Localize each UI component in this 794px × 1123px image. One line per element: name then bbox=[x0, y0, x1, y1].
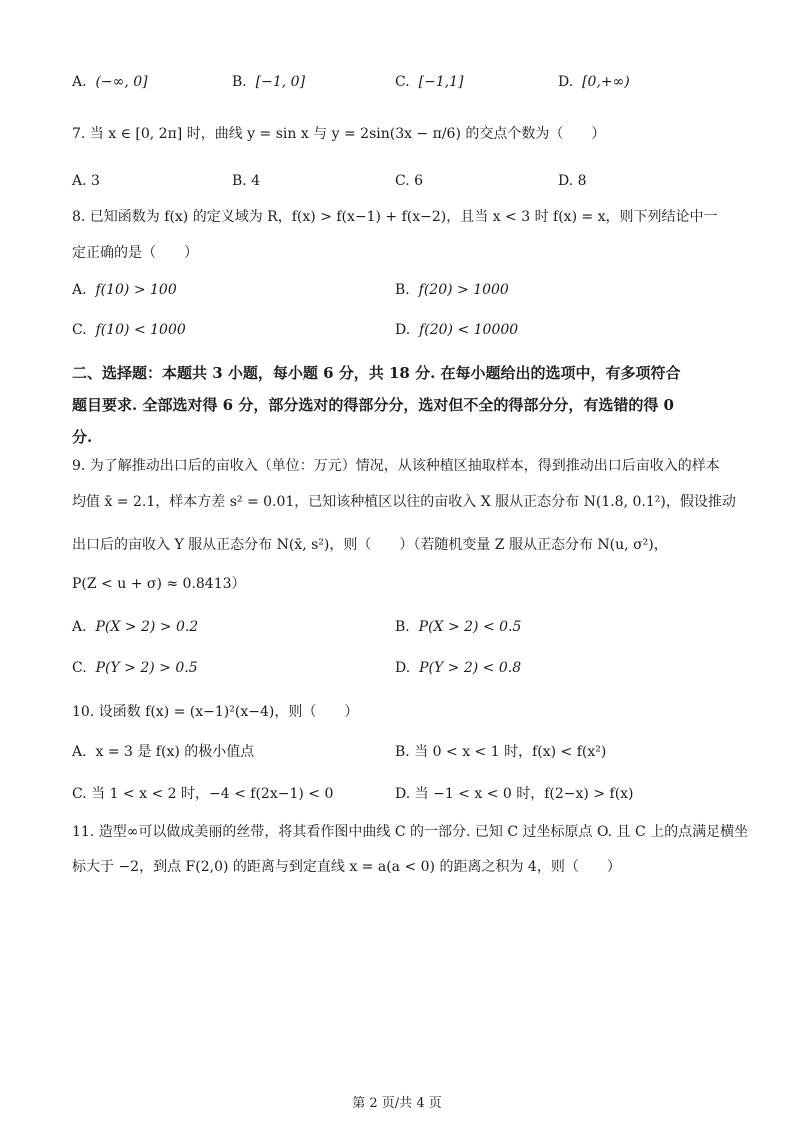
section-2-line2: 题目要求. 全部选对得 6 分，部分选对的得部分分，选对但不全的得部分分，有选错的得 0 bbox=[72, 396, 674, 414]
q11-line2: 标大于 −2，到点 F(2,0) 的距离与到定直线 x = a(a < 0) 的距离之积为 4，则（ ） bbox=[72, 859, 621, 875]
q9-line4: P(Z < u + σ) ≈ 0.8413） bbox=[72, 576, 246, 592]
q10-option-d: D. 当 −1 < x < 0 时，f(2−x) > f(x) bbox=[395, 786, 634, 802]
section-2-line1: 二、选择题：本题共 3 小题，每小题 6 分，共 18 分. 在每小题给出的选项中，有多项符合 bbox=[72, 364, 681, 382]
q7-option-c: C. 6 bbox=[395, 173, 424, 189]
q9-line2: 均值 x̄ = 2.1，样本方差 s² = 0.01，已知该种植区以往的亩收入 X 服从正态分布 N(1.8, 0.1²)，假设推动 bbox=[72, 494, 736, 510]
q8-option-d: D. f(20) < 10000 bbox=[395, 322, 519, 338]
q8-option-b: B. f(20) > 1000 bbox=[395, 282, 509, 298]
q6-option-a: A. (−∞, 0] bbox=[72, 74, 148, 90]
q9-option-a: A. P(X > 2) > 0.2 bbox=[72, 619, 199, 635]
q6-option-b: B. [−1, 0] bbox=[232, 74, 306, 90]
q6-option-d: D. [0,+∞) bbox=[558, 74, 630, 90]
section-2-heading bbox=[72, 357, 734, 453]
q9-option-c: C. P(Y > 2) > 0.5 bbox=[72, 660, 198, 676]
q10-stem: 10. 设函数 f(x) = (x−1)²(x−4)，则（ ） bbox=[72, 704, 359, 720]
q7-option-d: D. 8 bbox=[558, 173, 587, 189]
q9-option-d: D. P(Y > 2) < 0.8 bbox=[395, 660, 522, 676]
q9-line1: 9. 为了解推动出口后的亩收入（单位：万元）情况，从该种植区抽取样本，得到推动出口后亩收入的样本 bbox=[72, 458, 720, 474]
q6-option-c: C. [−1,1] bbox=[395, 74, 464, 90]
q9-line3: 出口后的亩收入 Y 服从正态分布 N(x̄, s²)，则（ ）（若随机变量 Z 服从正态分布 N(u, σ²)， bbox=[72, 537, 668, 553]
q8-stem-line1: 8. 已知函数为 f(x) 的定义域为 R，f(x) > f(x−1) + f(x−2)，且当 x < 3 时 f(x) = x，则下列结论中一 bbox=[72, 209, 718, 225]
q7-stem: 7. 当 x ∈ [0, 2π] 时，曲线 y = sin x 与 y = 2sin(3x − π/6) 的交点个数为（ ） bbox=[72, 126, 606, 142]
q10-option-c: C. 当 1 < x < 2 时，−4 < f(2x−1) < 0 bbox=[72, 786, 334, 802]
q10-option-a: A. x = 3 是 f(x) 的极小值点 bbox=[72, 744, 255, 760]
q7-option-a: A. 3 bbox=[72, 173, 100, 189]
q8-option-a: A. f(10) > 100 bbox=[72, 282, 177, 298]
q10-option-b: B. 当 0 < x < 1 时，f(x) < f(x²) bbox=[395, 744, 607, 760]
q7-option-b: B. 4 bbox=[232, 173, 261, 189]
q9-option-b: B. P(X > 2) < 0.5 bbox=[395, 619, 522, 635]
q8-option-c: C. f(10) < 1000 bbox=[72, 322, 186, 338]
page-footer: 第 2 页/共 4 页 bbox=[352, 1096, 442, 1111]
section-2-line3: 分. bbox=[72, 428, 93, 446]
q11-line1: 11. 造型∞可以做成美丽的丝带，将其看作图中曲线 C 的一部分. 已知 C 过坐标原点 O. 且 C 上的点满足横坐 bbox=[72, 824, 749, 840]
q8-stem-line2: 定正确的是（ ） bbox=[72, 245, 198, 261]
